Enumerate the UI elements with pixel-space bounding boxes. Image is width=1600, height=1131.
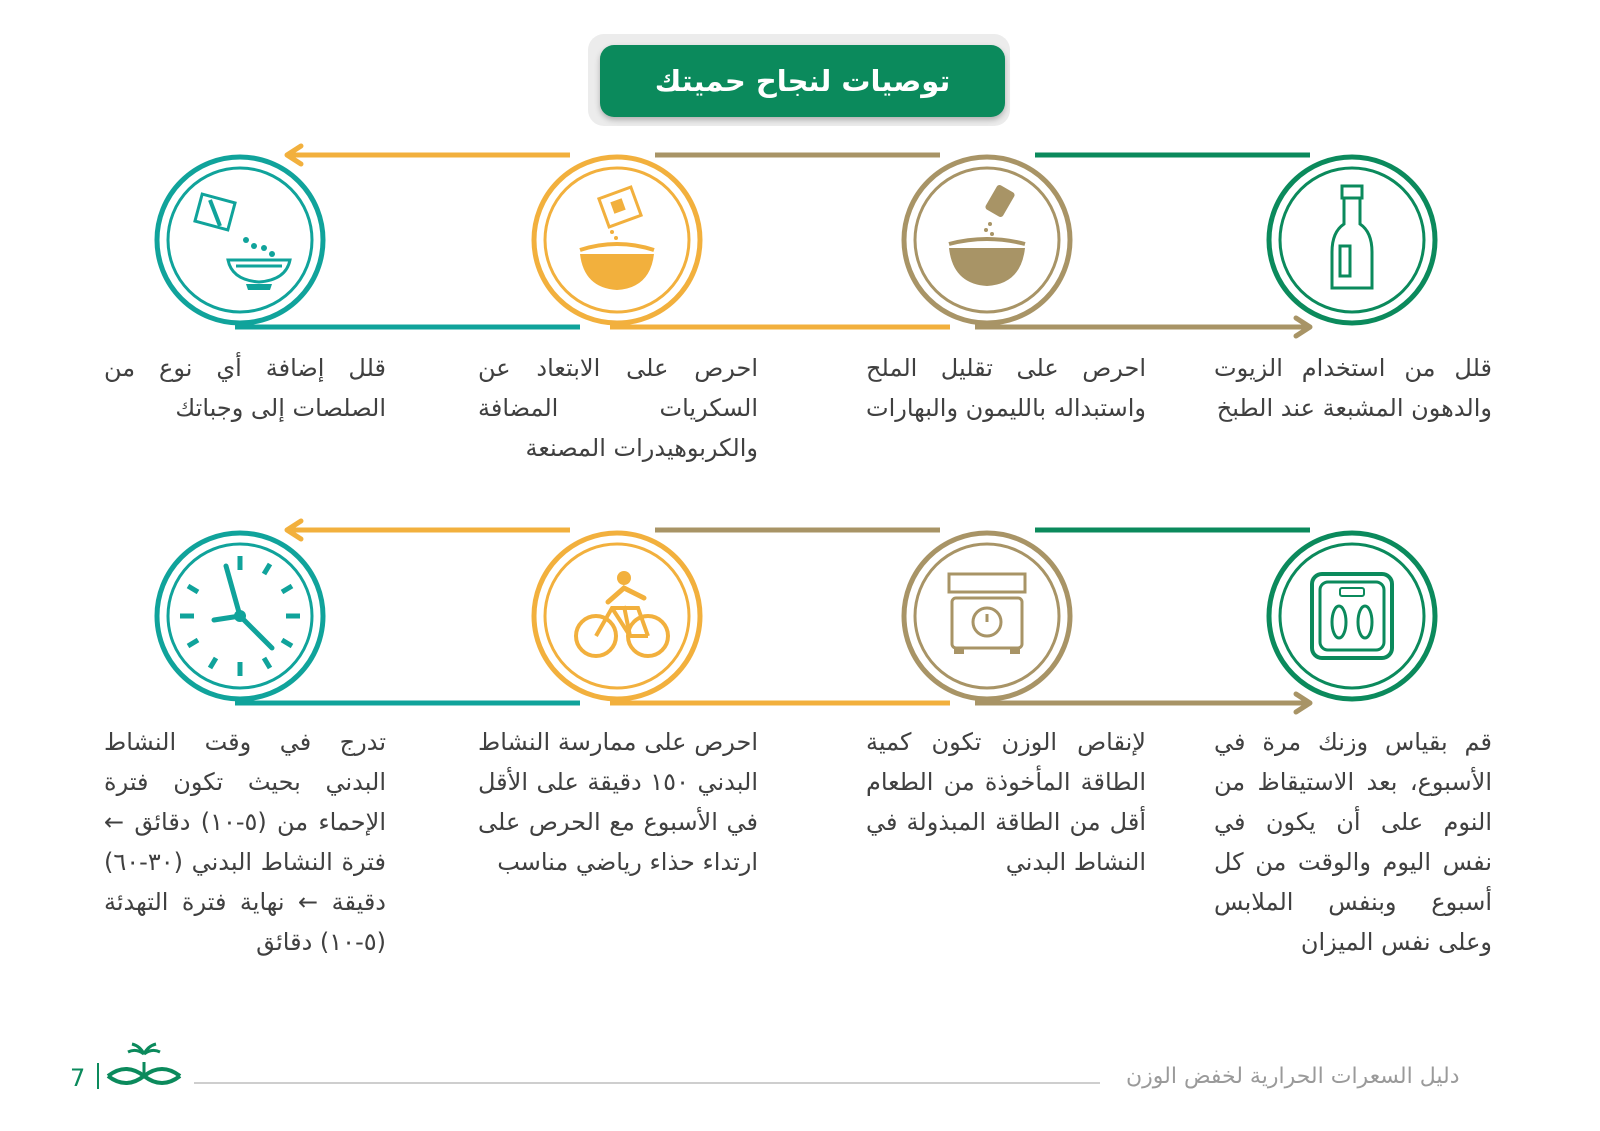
sugar-packet-bowl-icon: [534, 157, 700, 323]
tip-sugar: احرص على الابتعاد عن السكريات المضافة والكربوهيدرات المصنعة: [478, 354, 758, 462]
page-title: توصيات لنجاح حميتك: [600, 45, 1005, 117]
salt-shaker-bowl-icon: [904, 157, 1070, 323]
bathroom-scale-icon: [1269, 533, 1435, 699]
cyclist-icon: [534, 533, 700, 699]
tip-sauces: قلل إضافة أي نوع من الصلصات إلى وجباتك: [104, 354, 386, 422]
tip-physical-activity: احرص على ممارسة النشاط البدني ١٥٠ دقيقة على الأقل في الأسبوع مع الحرص على ارتداء حذاء رياضي مناسب: [478, 728, 758, 876]
kitchen-scale-icon: [904, 533, 1070, 699]
page-number: 7: [70, 1064, 86, 1092]
sauce-bowl-icon: [157, 157, 323, 323]
oil-bottle-icon: [1269, 157, 1435, 323]
tip-weigh-yourself: قم بقياس وزنك مرة في الأسبوع، بعد الاستيقاظ من النوم على أن يكون في نفس اليوم والوقت من كل أسبوع وبنفس الملابس وعلى نفس الميزان: [1214, 728, 1492, 956]
tip-oils: قلل من استخدام الزيوت والدهون المشبعة عند الطبخ: [1214, 354, 1492, 422]
tip-exercise-timing: تدرج في وقت النشاط البدني بحيث تكون فترة الإحماء من (٥-١٠) دقائق ← فترة النشاط البدني (٣٠-٦٠) دقيقة ← نهاية فترة التهدئة (٥-١٠) دقائق: [104, 728, 386, 956]
tip-energy-balance: لإنقاص الوزن تكون كمية الطاقة المأخوذة من الطعام أقل من الطاقة المبذولة في النشاط البدني: [866, 728, 1146, 876]
ministry-logo: [108, 1044, 180, 1083]
tip-salt: احرص على تقليل الملح واستبداله بالليمون والبهارات: [866, 354, 1146, 422]
guide-title: دليل السعرات الحرارية لخفض الوزن: [1126, 1064, 1460, 1089]
clock-icon: [157, 533, 323, 699]
